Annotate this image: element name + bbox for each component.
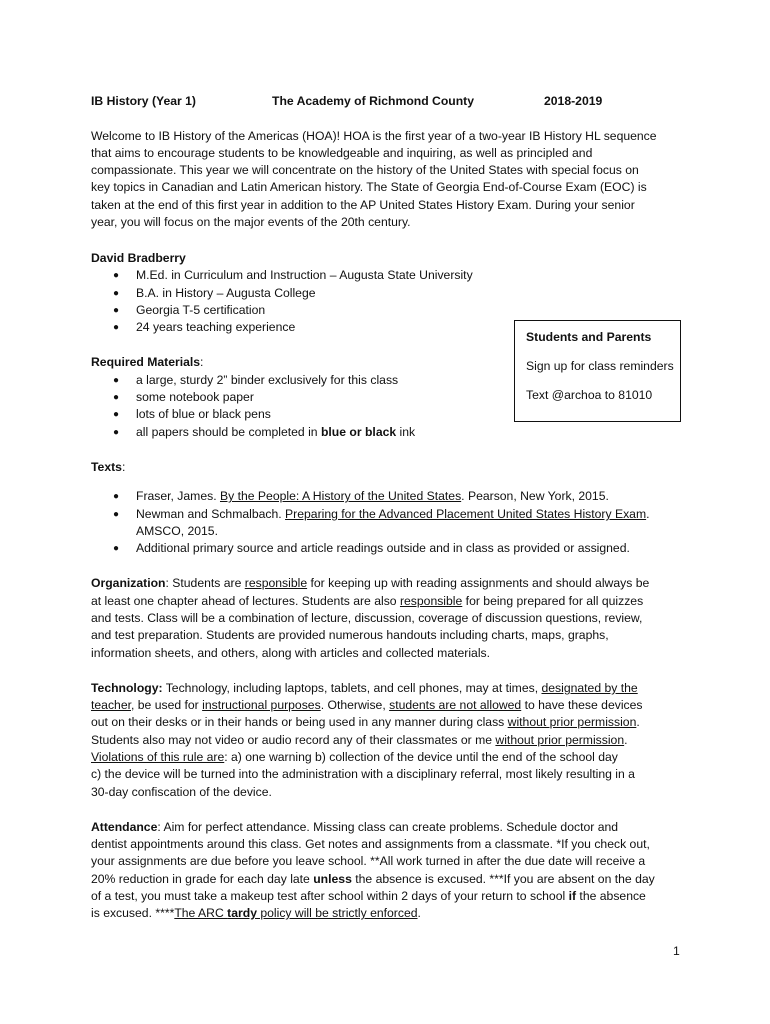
material-item: a large, sturdy 2” binder exclusively for this class [136,373,399,387]
intro-line: compassionate. This year we will concentrate on the history of the United States with special focus on [91,163,639,177]
bullet: ● [113,375,120,386]
bullet: ● [113,409,120,420]
bullet: ● [113,543,120,554]
bullet: ● [113,288,120,299]
credential-item: M.Ed. in Curriculum and Instruction – Augusta State University [136,268,473,282]
organization-line: and tests. Class will be a combination of lecture, discussion, coverage of discussion questions, review, [91,611,643,625]
bullet: ● [113,270,120,281]
attendance-line: your assignments are due before you leave school. **All work turned in after the due date will receive a [91,854,646,868]
text-item: Newman and Schmalbach. Preparing for the Advanced Placement United States History Exam. [136,507,650,521]
text-item: Fraser, James. By the People: A History of the United States. Pearson, New York, 2015. [136,489,609,503]
technology-line: out on their desks or in their hands or being used in any manner during class without prior permission. [91,715,640,729]
technology-line: teacher, be used for instructional purposes. Otherwise, students are not allowed to have these devices [91,698,643,712]
organization-line: and test preparation. Students are provided numerous handouts including charts, maps, graphs, [91,628,609,642]
attendance-line: 20% reduction in grade for each day late unless the absence is excused. ***If you are absent on the day [91,872,655,886]
attendance-line: Attendance: Aim for perfect attendance. Missing class can create problems. Schedule doctor and [91,820,619,834]
attendance-line: of a test, you must take a makeup test after school within 2 days of your return to school if the absence [91,889,646,903]
material-item: lots of blue or black pens [136,407,271,421]
material-item: all papers should be completed in blue or black ink [136,425,416,439]
bullet: ● [113,491,120,502]
organization-line: at least one chapter ahead of lectures. Students are also responsible for being prepared for all quizzes [91,594,644,608]
texts-heading: Texts: [91,460,126,474]
intro-line: taken at the end of this first year in addition to the AP United States History Exam. During your senior [91,198,635,212]
school-name: The Academy of Richmond County [272,94,475,108]
course-title: IB History (Year 1) [91,94,196,108]
page-number: 1 [673,944,680,958]
bullet: ● [113,322,120,333]
text-item: Additional primary source and article readings outside and in class as provided or assigned. [136,541,630,555]
attendance-line: dentist appointments around this class. Get notes and assignments from a classmate. *If you check out, [91,837,650,851]
school-year: 2018-2019 [544,94,603,108]
organization-line: Organization: Students are responsible for keeping up with reading assignments and should always be [91,576,650,590]
bullet: ● [113,509,120,520]
instructor-name: David Bradberry [91,251,186,265]
intro-line: year, you will focus on the major events of the 20th century. [91,215,411,229]
intro-line: Welcome to IB History of the Americas (HOA)! HOA is the first year of a two-year IB History HL sequence [91,129,657,143]
box-text-instruction: Text @archoa to 81010 [526,388,653,402]
box-title: Students and Parents [526,330,652,344]
box-signup-text: Sign up for class reminders [526,359,674,373]
technology-line: Violations of this rule are: a) one warning b) collection of the device until the end of the school day [91,750,618,764]
intro-line: key topics in Canadian and Latin American history. The State of Georgia End-of-Course Exam (EOC) is [91,180,647,194]
technology-line: 30-day confiscation of the device. [91,785,272,799]
bullet: ● [113,392,120,403]
class-reminders-box [514,320,681,422]
text-item-continuation: AMSCO, 2015. [136,524,218,538]
credential-item: B.A. in History – Augusta College [136,286,316,300]
intro-line: that aims to encourage students to be knowledgeable and inquiring, as well as principled and [91,146,593,160]
organization-line: information sheets, and others, along with articles and collected materials. [91,646,491,660]
credential-item: Georgia T-5 certification [136,303,266,317]
technology-line: c) the device will be turned into the administration with a disciplinary referral, most likely resulting in a [91,767,635,781]
materials-heading: Required Materials: [91,355,204,369]
technology-line: Technology: Technology, including laptops, tablets, and cell phones, may at times, designated by the [91,681,638,695]
credential-item: 24 years teaching experience [136,320,296,334]
technology-line: Students also may not video or audio record any of their classmates or me without prior permission. [91,733,628,747]
bullet: ● [113,427,120,438]
attendance-line: is excused. ****The ARC tardy policy will be strictly enforced. [91,906,421,920]
bullet: ● [113,305,120,316]
material-item: some notebook paper [136,390,254,404]
